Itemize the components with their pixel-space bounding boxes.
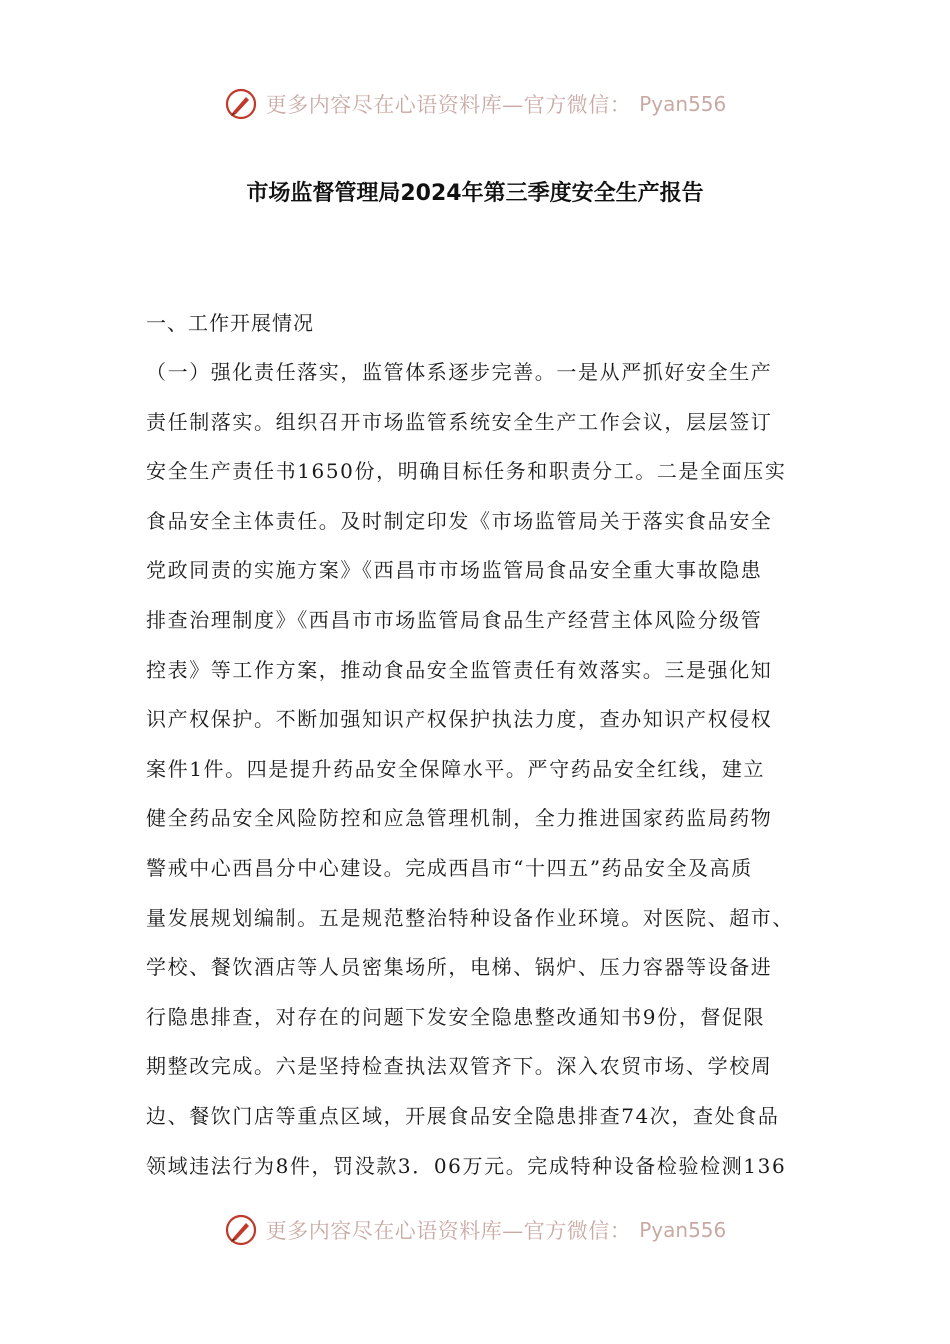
watermark-banner-top: [0, 84, 950, 124]
paragraph-line: 学校、餐饮酒店等人员密集场所，电梯、锅炉、压力容器等设备进: [146, 955, 773, 980]
paragraph-line: 警戒中心西昌分中心建设。完成西昌市“十四五”药品安全及高质: [146, 855, 753, 880]
paragraph-line: 案件1件。四是提升药品安全保障水平。严守药品安全红线，建立: [146, 756, 766, 781]
watermark-handle: Pyan556: [639, 1218, 727, 1242]
body-paragraph: [146, 348, 814, 1191]
pen-nib-logo-icon: [224, 87, 258, 121]
section-heading: 一、工作开展情况: [146, 311, 314, 335]
paragraph-line: 安全生产责任书1650份，明确目标任务和职责分工。二是全面压实: [146, 459, 787, 484]
document-body: [146, 298, 814, 1191]
paragraph-line: 行隐患排查，对存在的问题下发安全隐患整改通知书9份，督促限: [146, 1004, 766, 1029]
paragraph-line: 期整改完成。六是坚持检查执法双管齐下。深入农贸市场、学校周: [146, 1054, 773, 1079]
pen-nib-logo-icon: [224, 1213, 258, 1247]
watermark-text: 更多内容尽在心语资料库—官方微信：: [265, 93, 632, 117]
paragraph-line: 责任制落实。组织召开市场监管系统安全生产工作会议，层层签订: [146, 409, 773, 434]
paragraph-line: 识产权保护。不断加强知识产权保护执法力度，查办知识产权侵权: [146, 707, 773, 732]
watermark-text: 更多内容尽在心语资料库—官方微信：: [265, 1219, 632, 1243]
paragraph-line: 边、餐饮门店等重点区域，开展食品安全隐患排查74次，查处食品: [146, 1103, 780, 1128]
paragraph-line: （一）强化责任落实，监管体系逐步完善。一是从严抓好安全生产: [146, 360, 773, 384]
paragraph-line: 领域违法行为8件，罚没款3．06万元。完成特种设备检验检测136: [146, 1153, 787, 1178]
paragraph-line: 健全药品安全风险防控和应急管理机制，全力推进国家药监局药物: [146, 806, 773, 831]
paragraph-line: 党政同责的实施方案》《西昌市市场监管局食品安全重大事故隐患: [146, 558, 763, 583]
paragraph-line: 排查治理制度》《西昌市市场监管局食品生产经营主体风险分级管: [146, 607, 763, 632]
watermark-banner-bottom: [0, 1210, 950, 1250]
paragraph-line: 食品安全主体责任。及时制定印发《市场监管局关于落实食品安全: [146, 508, 773, 533]
document-title: 市场监督管理局2024年第三季度安全生产报告: [246, 181, 704, 206]
paragraph-line: 量发展规划编制。五是规范整治特种设备作业环境。对医院、超市、: [146, 905, 794, 930]
paragraph-line: 控表》等工作方案，推动食品安全监管责任有效落实。三是强化知: [146, 657, 773, 682]
watermark-handle: Pyan556: [639, 92, 727, 116]
